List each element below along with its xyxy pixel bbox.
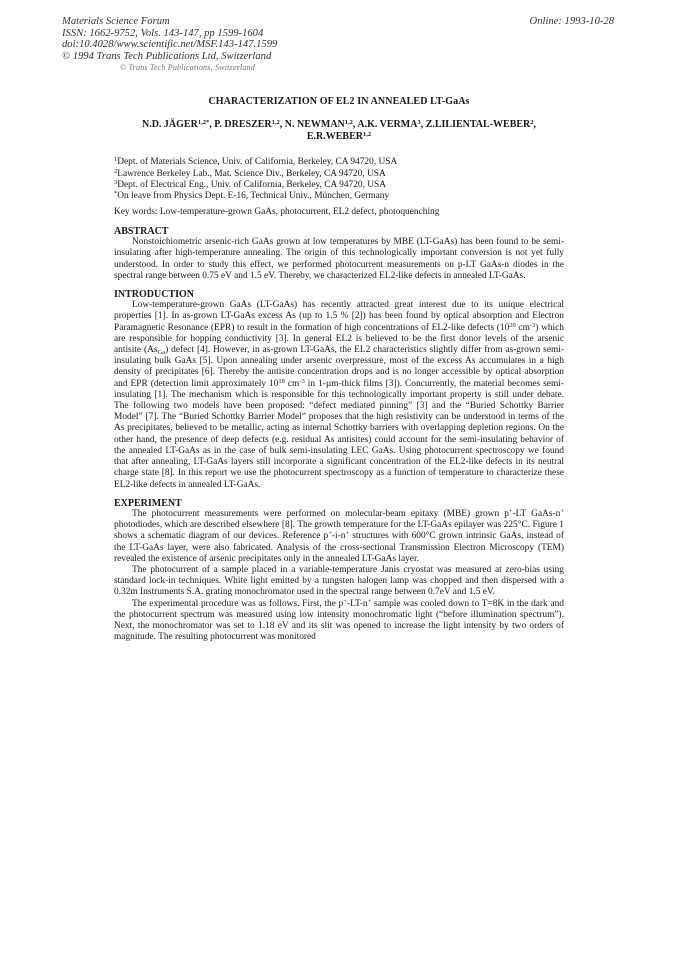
superscript: + — [343, 597, 347, 605]
introduction-heading: INTRODUCTION — [114, 289, 195, 301]
author-affil-mark: 1,2* — [197, 119, 210, 127]
paper-body — [114, 96, 564, 643]
abstract-heading: ABSTRACT — [114, 226, 169, 238]
text-run: The photocurrent measurements were performed on molecular-beam epitaxy (MBE) grown p — [132, 508, 509, 519]
text-run: photodiodes, which are described elsewhere [8]. The growth temperature for the LT-GaAs epilayer was 225°C. Figure 1 shows a schematic diagram of our devices. Reference p — [114, 520, 564, 542]
superscript: + — [560, 507, 565, 515]
issn-line: ISSN: 1662-9752, Vols. 143-147, pp 1599-1604 — [62, 27, 264, 39]
author-affil-mark: 2 — [530, 119, 534, 127]
superscript: -3 — [529, 321, 536, 329]
copyright-line: © 1994 Trans Tech Publications Ltd, Switzerland — [62, 50, 272, 62]
experiment-paragraph-3 — [114, 599, 564, 644]
experiment-heading: EXPERIMENT — [114, 497, 182, 509]
abstract-text: Nonstoichiometric arsenic-rich GaAs grown at low temperatures by MBE (LT-GaAs) has been found to be semi-insulating after high-temperature annealing. The origin of this technologically important conversion is not yet fully understood. In order to study this effect, we performed photocurrent measurements on p-LT GaAs-n diodes in the spectral range between 0.75 eV and 1.5 eV. Thereby, we characterized EL2-like defects in annealed LT-GaAs. — [114, 237, 564, 281]
text-run: sample was cooled down to T=8K in the dark and the photocurrent spectrum was measured using low intensity monochromatic light (“before illumination spectrum”). Next, the monochromator was set to 1.18 eV and its slit was opened to increase the light intensity by two orders of magnitude. The resulting photocurrent was monitored — [114, 598, 564, 643]
text-run: -i-n — [331, 531, 346, 542]
author-name: N. NEWMAN — [284, 119, 345, 131]
text-run: Low-temperature-grown GaAs (LT-GaAs) has recently attracted great interest due to its unique electrical properties [1]. In as-grown LT-GaAs excess As (up to 1.5 % [2]) has been found by optical absorption and Electron Paramagnetic Resonance (EPR) to result in the formation of high concentrations of EL2-like defects (10 — [114, 300, 564, 333]
author-sep: , — [533, 119, 537, 131]
text-run: cm — [284, 378, 300, 389]
affil-mark: 1 — [114, 156, 118, 164]
affiliation-item — [114, 191, 564, 202]
paper-title: CHARACTERIZATION OF EL2 IN ANNEALED LT-GaAs — [208, 96, 470, 107]
citation-block — [62, 16, 277, 62]
affil-text: On leave from Physics Dept. E-16, Technical Univ., München, Germany — [117, 191, 390, 202]
author-name: E.R.WEBER — [306, 131, 363, 143]
author-sep: , — [279, 119, 285, 131]
author-name: Z.LILIENTAL-WEBER — [425, 119, 531, 131]
affil-mark: 3 — [114, 179, 118, 187]
introduction-text — [114, 300, 564, 490]
author-sep: , — [352, 119, 358, 131]
text-run: -LT-n — [346, 598, 368, 609]
author-affil-mark: 1,2 — [271, 119, 280, 127]
text-run: cm — [515, 322, 530, 333]
author-list — [114, 119, 564, 143]
author-affil-mark: 3 — [417, 119, 421, 127]
journal-name: Materials Science Forum — [62, 16, 170, 27]
affil-text: Dept. of Electrical Eng., Univ. of California, Berkeley, CA 94720, USA — [117, 180, 387, 191]
superscript: 18 — [278, 377, 285, 385]
online-date: Online: 1993-10-28 — [529, 16, 614, 27]
superscript: + — [328, 530, 332, 538]
author-sep: , — [209, 119, 215, 131]
author-affil-mark: 1,2 — [363, 131, 372, 139]
doi-line: doi:10.4028/www.scientific.net/MSF.143-147.1599 — [62, 39, 278, 50]
superscript: -3 — [299, 377, 305, 385]
affiliation-item — [114, 157, 564, 168]
experiment-paragraph-1 — [114, 509, 564, 565]
superscript: + — [345, 530, 350, 538]
text-run: ) defect [4]. However, in as-grown LT-GaAs, the EL2 characteristics slightly differ from as-grown semi-insulating bulk GaAs [5]. Upon annealing under arsenic overpressure, most of the excess As accumulates in a high density of precipitates [6]. Thereby the antisite concentration drops and is no longer accessible by optical absorption and EPR (detection limit approximately 10 — [114, 345, 564, 389]
text-run: The experimental procedure was as follows. First, the p — [132, 598, 344, 609]
author-name: A.K. VERMA — [357, 119, 418, 131]
text-run: ) which are responsible for hopping conductivity [3]. In general EL2 is believed to be the first donor levels of the arsenic antisite (As — [114, 322, 564, 356]
subscript: Ga — [157, 349, 166, 357]
superscript: + — [367, 597, 372, 605]
text-run: -LT GaAs-n — [512, 508, 561, 519]
author-name: P. DRESZER — [214, 119, 272, 131]
affiliation-item — [114, 169, 564, 180]
superscript: 20 — [509, 321, 516, 329]
keywords-line: Key words: Low-temperature-grown GaAs, photocurrent, EL2 defect, photoquenching — [114, 206, 440, 217]
affiliation-item — [114, 180, 564, 191]
text-run: structures with 600°C grown intrinsic GaAs, instead of the LT-GaAs layer, were also fabricated. Analysis of the cross-sectional Transmission Electron Microscopy (TEM) revealed the existence of arsenic precipitates only in the annealed LT-GaAs layer. — [114, 531, 564, 564]
superscript: + — [508, 507, 513, 515]
author-affil-mark: 1,2 — [344, 119, 353, 127]
text-run: in 1-µm-thick films [3]). Concurrently, the material becomes semi-insulating [1]. The mechanism which is responsible for this technologically important property is still under debate. The following two models have been proposed: “defect mediated pinning” [3] and the “Buried Schottky Barrier Model” [7]. The “Buried Schottky Barrier Model” proposes that the high resistivity can be understood in terms of the As precipitates, believed to be metallic, acting as internal Schottky barriers with overlapping depletion regions. On the other hand, the presence of deep defects (e.g. residual As antisites) could account for the semi-insulating behavior of the annealed LT-GaAs as in the case of bulk semi-insulating LEC GaAs. Using photocurrent spectroscopy we found that after annealing, LT-GaAs layers still incorporate a significant concentration of the EL2-like defects in its neutral charge state [8]. In this report we use the photocurrent spectroscopy as a function of temperature to characterize these EL2-like defects in annealed LT-GaAs. — [114, 378, 564, 490]
affil-mark: * — [114, 190, 118, 198]
affil-mark: 2 — [114, 167, 118, 175]
author-name: N.D. JÄGER — [141, 119, 198, 131]
experiment-paragraph-2: The photocurrent of a sample placed in a variable-temperature Janis cryostat was measured at zero-bias using standard lock-in techniques. White light emitted by a tungsten halogen lamp was chopped and then dispersed with a 0.32m Instruments S.A. grating monochromator used in the spectral range between 0.7eV and 1.5 eV. — [114, 564, 564, 598]
author-sep: , — [420, 119, 426, 131]
publisher-smudge: © Trans Tech Publications, Switzerland — [120, 63, 255, 72]
affiliation-list — [114, 157, 564, 203]
affil-text: Lawrence Berkeley Lab., Mat. Science Div., Berkeley, CA 94720, USA — [117, 168, 386, 179]
affil-text: Dept. of Materials Science, Univ. of California, Berkeley, CA 94720, USA — [117, 157, 398, 168]
